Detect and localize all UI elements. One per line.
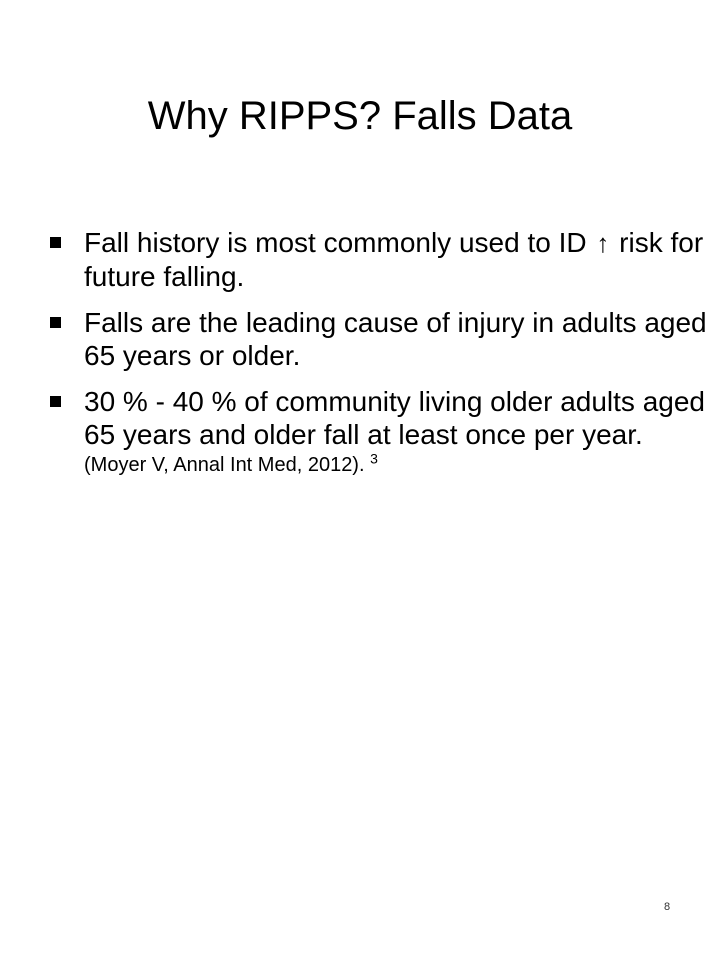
bullet-list [48, 226, 708, 492]
bullet-text-part-1: Fall history is most commonly used to ID [84, 227, 587, 258]
square-bullet-icon [50, 396, 61, 407]
bullet-text: Falls are the leading cause of injury in adults aged 65 years or older. [84, 307, 707, 371]
square-bullet-icon [50, 237, 61, 248]
square-bullet-icon [50, 317, 61, 328]
citation-superscript: 3 [370, 450, 378, 467]
arrow-up-icon: ↑ [596, 228, 610, 258]
slide-title: Why RIPPS? Falls Data [147, 94, 573, 138]
bullet-item-leading-cause [48, 306, 708, 372]
bullet-text: 30 % - 40 % of community living older adults aged 65 years and older fall at least once per year. [84, 386, 705, 450]
bullet-item-fall-history [48, 226, 708, 293]
citation-text: (Moyer V, Annal Int Med, 2012). [84, 454, 365, 476]
page-number: 8 [664, 901, 671, 913]
citation [84, 451, 708, 479]
bullet-item-fall-rate [48, 385, 708, 479]
bullet-text-part-2: risk for future falling. [84, 227, 704, 292]
